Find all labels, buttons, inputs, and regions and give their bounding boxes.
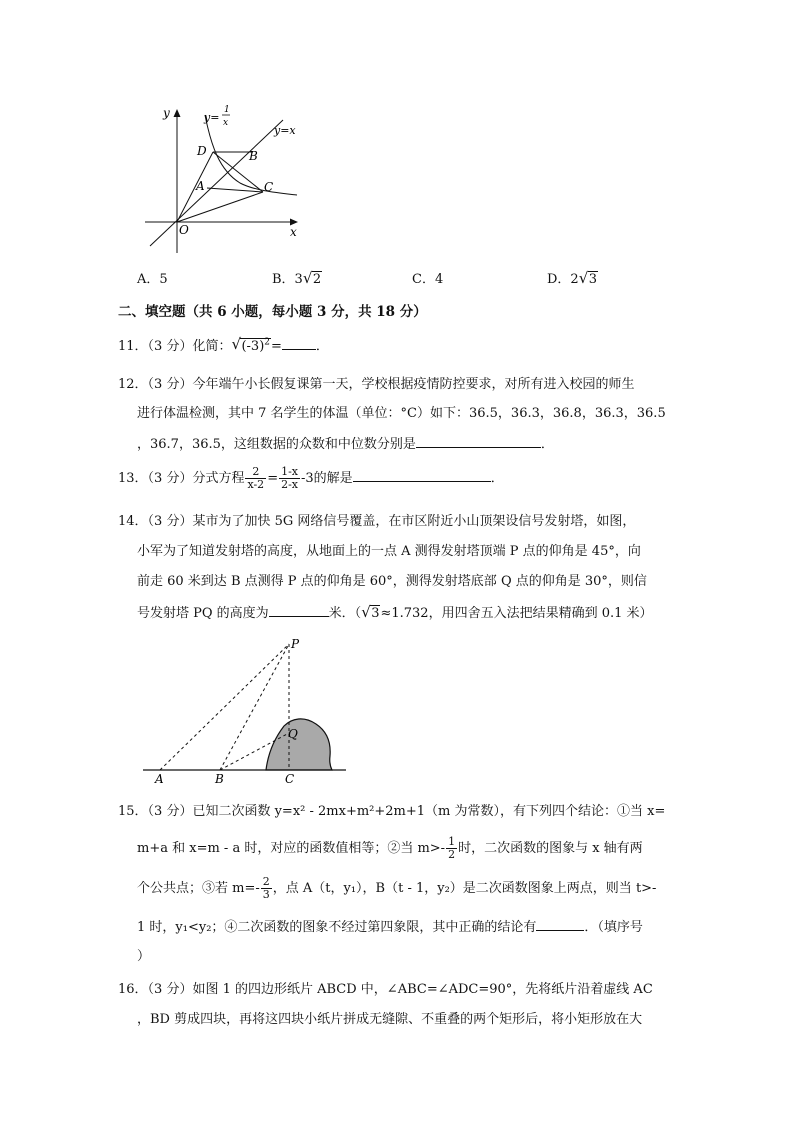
q15-answer-blank[interactable] (536, 916, 584, 931)
q12-line3-wrap (137, 433, 554, 452)
q15-line1: 15．（3 分）已知二次函数 y=x² - 2mx+m²+2m+1（m 为常数），有下列四个结论：①当 x= (118, 804, 666, 819)
q15-line4 (137, 916, 643, 935)
q15-fraction-half (446, 836, 457, 861)
q13-fraction-1 (245, 466, 266, 491)
q16-line1: 16．（3 分）如图 1 的四边形纸片 ABCD 中，∠ABC=∠ADC=90°，先将纸片沿着虚线 AC (118, 982, 653, 997)
label-point-d: D (197, 144, 207, 158)
q15-line3b: ，点 A（t，y₁），B（t - 1，y₂）是二次函数图象上两点，则当 t>- (272, 881, 657, 896)
q13-f2-numerator: 1-x (281, 465, 299, 478)
q14-answer-blank[interactable] (269, 602, 329, 617)
q11-sqrt (231, 334, 271, 354)
q15-frac-num: 2 (262, 875, 270, 888)
label-point-c: C (264, 180, 274, 194)
option-a: A．5 (137, 272, 168, 287)
question-13 (118, 466, 504, 491)
q14-line1: 14．（3 分）某市为了加快 5G 网络信号覆盖，在市区附近小山顶架设信号发射塔，如图， (118, 514, 636, 529)
q11-answer-blank[interactable] (282, 335, 316, 350)
q14-line4c: ≈1.732，用四舍五入法把结果精确到 0.1 米） (380, 606, 653, 621)
label-x-axis: x (290, 225, 297, 239)
sight-line-ap (160, 644, 289, 770)
q15-line3a: 个公共点；③若 m=- (137, 881, 260, 896)
q16-line2: ，BD 剪成四块，再将这四块小纸片拼成无缝隙、不重叠的两个矩形后，将小矩形放在大 (137, 1012, 643, 1027)
q15-line2a: m+a 和 x=m - a 时，对应的函数值相等；②当 m>- (137, 841, 446, 856)
q11-exponent: 2 (264, 337, 270, 348)
q12-answer-blank[interactable] (416, 433, 541, 448)
q14-radicand: 3 (371, 606, 380, 621)
label-curve: y= (204, 111, 220, 124)
q15-line4a: 1 时，y₁<y₂；④二次函数的图象不经过第四象限，其中正确的结论有 (137, 920, 537, 935)
option-b (272, 268, 322, 287)
q11-radicand-box (240, 338, 271, 354)
y-axis-arrow (174, 109, 181, 117)
label-point-a2: A (155, 772, 164, 784)
label-point-b2: B (215, 772, 224, 784)
q11-equals: = (271, 339, 282, 354)
section-heading: 二、填空题（共 6 小题，每小题 3 分，共 18 分） (118, 304, 427, 320)
q11-end: ． (315, 339, 329, 354)
q15-line2 (137, 836, 643, 861)
option-c: C．4 (412, 272, 444, 287)
q15-line3 (137, 876, 656, 901)
option-d-prefix: D．2 (547, 272, 579, 287)
q10-options (137, 268, 697, 290)
label-point-q: Q (288, 727, 298, 741)
q14-sqrt (361, 603, 380, 621)
q12-end: ． (540, 437, 554, 452)
option-b-sqrt (302, 269, 322, 287)
q13-equals: = (267, 471, 279, 486)
label-y-axis: y (163, 106, 170, 120)
q13-fraction-2 (279, 466, 300, 491)
label-line: y=x (274, 124, 296, 137)
q13-f1-numerator: 2 (245, 466, 266, 479)
label-curve-num: 1 (224, 105, 230, 115)
q14-line2: 小军为了知道发射塔的高度，从地面上的一点 A 测得发射塔顶端 P 点的仰角是 45°，向 (137, 544, 641, 559)
q15-frac-den: 3 (262, 888, 270, 901)
q15-line5: ） (137, 949, 151, 964)
q14-line3: 前走 60 米到达 B 点测得 P 点的仰角是 60°，测得发射塔底部 Q 点的仰角是 30°，则信 (137, 574, 647, 589)
label-point-b: B (249, 149, 258, 163)
sqrt-sign: √ (302, 269, 313, 287)
q15-half-den: 2 (448, 848, 456, 861)
label-curve-den: x (223, 118, 229, 128)
sqrt-sign: √ (361, 603, 371, 621)
hill-shape (266, 719, 332, 770)
q15-half-num: 1 (448, 835, 456, 848)
q11-text: 11．（3 分）化简： (118, 339, 232, 354)
figure-tower (138, 634, 353, 784)
question-11 (118, 335, 329, 354)
option-b-prefix: B．3 (272, 272, 303, 287)
q12-line3: ，36.7，36.5，这组数据的众数和中位数分别是 (137, 437, 416, 452)
q13-f1-denominator: x-2 (247, 478, 265, 491)
sqrt-sign: √ (578, 269, 589, 287)
figure-hyperbola (135, 95, 310, 265)
q14-line4a: 号发射塔 PQ 的高度为 (137, 606, 269, 621)
label-point-c2: C (285, 772, 295, 784)
q12-line1: 12．（3 分）今年端午小长假复课第一天，学校根据疫情防控要求，对所有进入校园的师生 (118, 377, 635, 392)
q14-line4b: 米．（ (328, 606, 362, 621)
q13-answer-blank[interactable] (353, 467, 491, 482)
q13-f2-denominator: 2-x (281, 478, 299, 491)
q13-tail: -3的解是 (301, 471, 353, 486)
q13-end: ． (490, 471, 504, 486)
q12-line2: 进行体温检测，其中 7 名学生的体温（单位：°C）如下：36.5，36.3，36.8，36.3，36.5 (137, 406, 666, 421)
q11-radicand: (-3) (241, 339, 265, 354)
q15-line2b: 时，二次函数的图象与 x 轴有两 (458, 841, 643, 856)
q15-line4b: ．（填序号 (584, 920, 643, 935)
sqrt-sign: √ (231, 334, 242, 353)
q13-text: 13．（3 分）分式方程 (118, 471, 245, 486)
option-d-radicand: 3 (588, 272, 597, 287)
label-origin: O (179, 223, 189, 237)
label-point-p: P (291, 637, 300, 651)
q15-fraction-two-thirds (261, 876, 272, 901)
option-d (547, 268, 598, 287)
q14-line4 (137, 602, 653, 621)
option-b-radicand: 2 (312, 272, 322, 287)
label-point-a: A (196, 179, 205, 193)
option-d-sqrt (578, 269, 598, 287)
